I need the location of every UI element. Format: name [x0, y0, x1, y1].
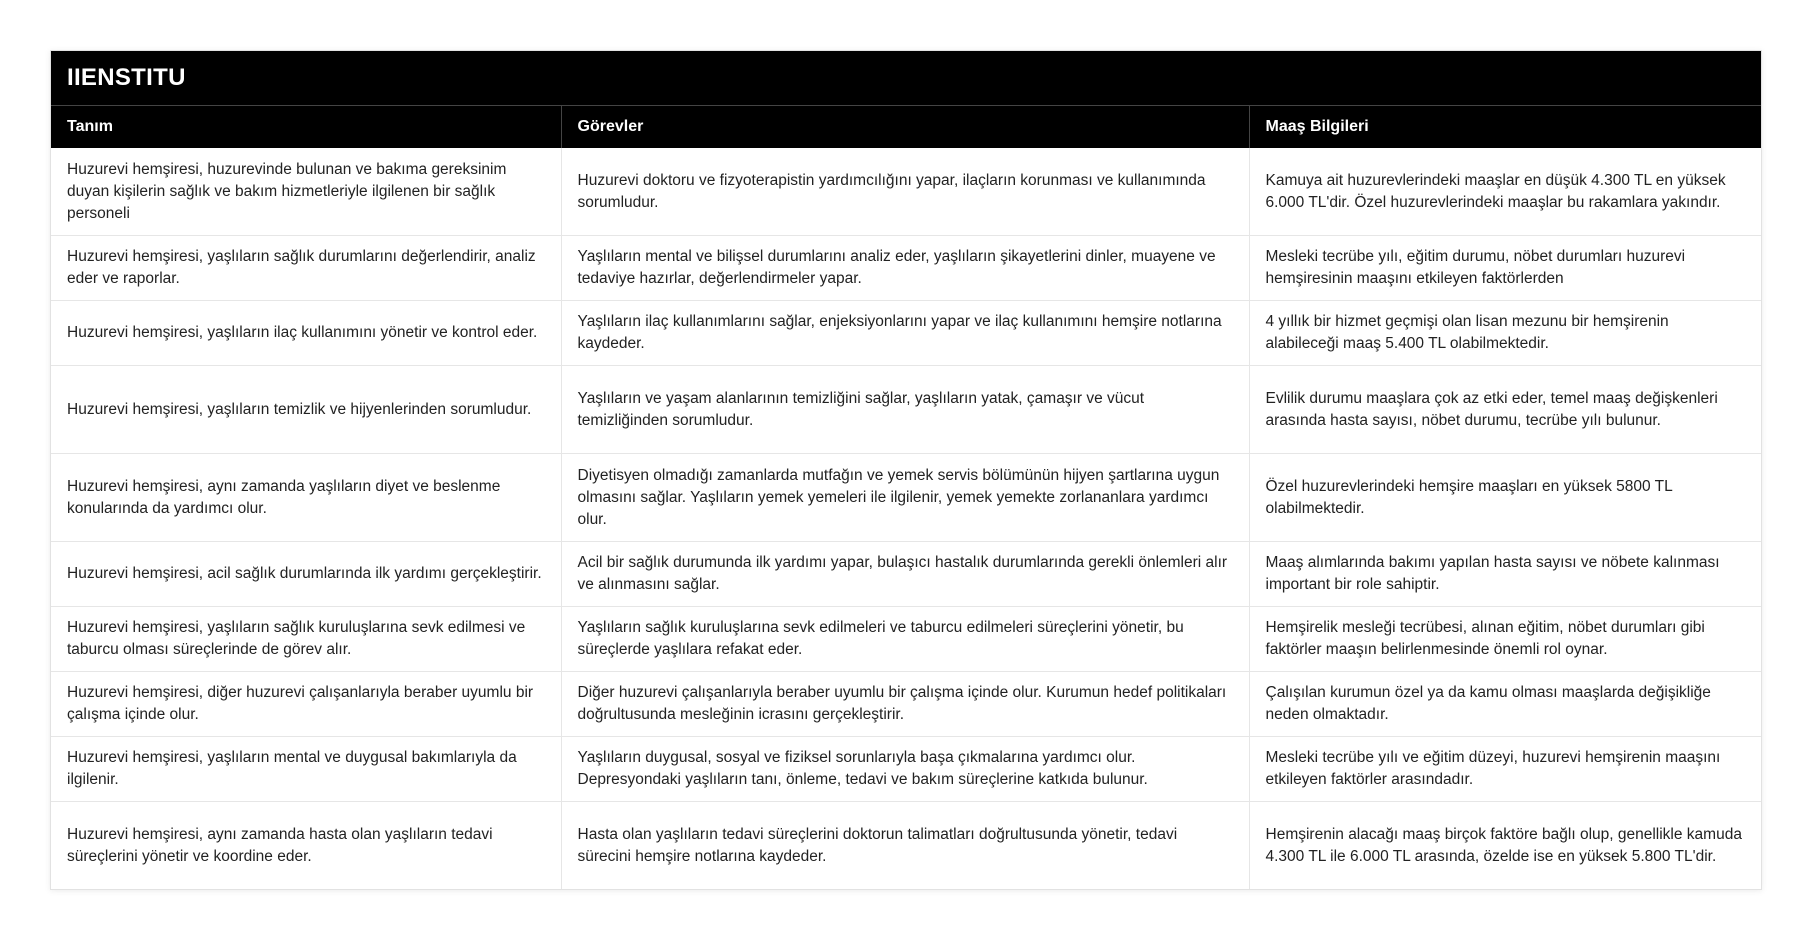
table-row	[51, 366, 1761, 454]
table-row	[51, 737, 1761, 802]
table-row	[51, 542, 1761, 607]
cell-tanim: Huzurevi hemşiresi, yaşlıların sağlık durumlarını değerlendirir, analiz eder ve raporlar.	[51, 236, 561, 301]
cell-gorevler: Yaşlıların mental ve bilişsel durumlarını analiz eder, yaşlıların şikayetlerini dinler, muayene ve tedaviye hazırlar, değerlendirmeler yapar.	[561, 236, 1249, 301]
table-row	[51, 607, 1761, 672]
table-row	[51, 236, 1761, 301]
info-table	[51, 105, 1761, 889]
column-header-tanim: Tanım	[51, 106, 561, 149]
cell-tanim: Huzurevi hemşiresi, huzurevinde bulunan ve bakıma gereksinim duyan kişilerin sağlık ve bakım hizmetleriyle ilgilenen bir sağlık personeli	[51, 148, 561, 236]
cell-tanim: Huzurevi hemşiresi, aynı zamanda yaşlıların diyet ve beslenme konularında da yardımcı olur.	[51, 454, 561, 542]
cell-gorevler: Yaşlıların sağlık kuruluşlarına sevk edilmeleri ve taburcu edilmeleri süreçlerini yönetir, bu süreçlerde yaşlılara refakat eder.	[561, 607, 1249, 672]
cell-tanim: Huzurevi hemşiresi, diğer huzurevi çalışanlarıyla beraber uyumlu bir çalışma içinde olur.	[51, 672, 561, 737]
cell-maas-bilgileri: 4 yıllık bir hizmet geçmişi olan lisan mezunu bir hemşirenin alabileceği maaş 5.400 TL olabilmektedir.	[1249, 301, 1761, 366]
cell-tanim: Huzurevi hemşiresi, yaşlıların mental ve duygusal bakımlarıyla da ilgilenir.	[51, 737, 561, 802]
cell-maas-bilgileri: Hemşirenin alacağı maaş birçok faktöre bağlı olup, genellikle kamuda 4.300 TL ile 6.000 TL arasında, özelde ise en yüksek 5.800 TL'dir.	[1265, 825, 1742, 865]
cell-maas-bilgileri: Evlilik durumu maaşlara çok az etki eder, temel maaş değişkenleri arasında hasta sayısı, nöbet durumu, tecrübe yılı bulunur.	[1249, 366, 1761, 454]
info-table-card	[50, 50, 1762, 890]
column-header-maas-bilgileri: Maaş Bilgileri	[1249, 106, 1761, 149]
cell-maas-bilgileri: Hemşirelik mesleği tecrübesi, alınan eğitim, nöbet durumları gibi faktörler maaşın belirlenmesinde önemli rol oynar.	[1249, 607, 1761, 672]
cell-maas-bilgileri: Çalışılan kurumun özel ya da kamu olması maaşlarda değişikliğe neden olmaktadır.	[1249, 672, 1761, 737]
header-row	[51, 106, 1761, 149]
cell-maas-bilgileri: Kamuya ait huzurevlerindeki maaşlar en düşük 4.300 TL en yüksek 6.000 TL'dir. Özel huzurevlerindeki maaşlar bu rakamlara yakındır.	[1249, 148, 1761, 236]
cell-gorevler: Diyetisyen olmadığı zamanlarda mutfağın ve yemek servis bölümünün hijyen şartlarına uygun olmasını sağlar. Yaşlıların yemek yemeleri ile ilgilenir, yemek yemekte zorlananlara yardımcı olur.	[561, 454, 1249, 542]
cell-tanim: Huzurevi hemşiresi, aynı zamanda hasta olan yaşlıların tedavi süreçlerini yönetir ve koordine eder.	[51, 802, 561, 890]
cell-gorevler: Diğer huzurevi çalışanlarıyla beraber uyumlu bir çalışma içinde olur. Kurumun hedef politikaları doğrultusunda mesleğinin icrasını gerçekleştirir.	[561, 672, 1249, 737]
cell-maas-bilgileri: Mesleki tecrübe yılı ve eğitim düzeyi, huzurevi hemşirenin maaşını etkileyen faktörler arasındadır.	[1249, 737, 1761, 802]
table-row	[51, 454, 1761, 542]
cell-gorevler: Huzurevi doktoru ve fizyoterapistin yardımcılığını yapar, ilaçların korunması ve kullanımında sorumludur.	[561, 148, 1249, 236]
cell-gorevler: Acil bir sağlık durumunda ilk yardımı yapar, bulaşıcı hastalık durumlarında gerekli önlemleri alır ve alınmasını sağlar.	[561, 542, 1249, 607]
table-row	[51, 672, 1761, 737]
column-header-gorevler: Görevler	[561, 106, 1249, 149]
cell-tanim: Huzurevi hemşiresi, yaşlıların sağlık kuruluşlarına sevk edilmesi ve taburcu olması süreçlerinde de görev alır.	[51, 607, 561, 672]
table-row	[51, 148, 1761, 236]
table-row	[51, 802, 1761, 890]
cell-gorevler: Yaşlıların ilaç kullanımlarını sağlar, enjeksiyonlarını yapar ve ilaç kullanımını hemşire notlarına kaydeder.	[561, 301, 1249, 366]
table-row	[51, 301, 1761, 366]
table-title: IIENSTITU	[51, 51, 1761, 105]
cell-gorevler: Hasta olan yaşlıların tedavi süreçlerini doktorun talimatları doğrultusunda yönetir, tedavi sürecini hemşire notlarına kaydeder.	[561, 802, 1249, 890]
cell-tanim: Huzurevi hemşiresi, yaşlıların ilaç kullanımını yönetir ve kontrol eder.	[51, 301, 561, 366]
cell-tanim: Huzurevi hemşiresi, acil sağlık durumlarında ilk yardımı gerçekleştirir.	[51, 542, 561, 607]
cell-gorevler: Yaşlıların duygusal, sosyal ve fiziksel sorunlarıyla başa çıkmalarına yardımcı olur. Depresyondaki yaşlıların tanı, önleme, tedavi ve bakım süreçlerine katkıda bulunur.	[561, 737, 1249, 802]
cell-gorevler: Yaşlıların ve yaşam alanlarının temizliğini sağlar, yaşlıların yatak, çamaşır ve vücut temizliğinden sorumludur.	[561, 366, 1249, 454]
cell-maas-bilgileri: Özel huzurevlerindeki hemşire maaşları en yüksek 5800 TL olabilmektedir.	[1249, 454, 1761, 542]
cell-maas-bilgileri: Mesleki tecrübe yılı, eğitim durumu, nöbet durumları huzurevi hemşiresinin maaşını etkileyen faktörlerden	[1249, 236, 1761, 301]
cell-tanim: Huzurevi hemşiresi, yaşlıların temizlik ve hijyenlerinden sorumludur.	[51, 366, 561, 454]
cell-maas-bilgileri: Maaş alımlarında bakımı yapılan hasta sayısı ve nöbete kalınması important bir role sahiptir.	[1249, 542, 1761, 607]
